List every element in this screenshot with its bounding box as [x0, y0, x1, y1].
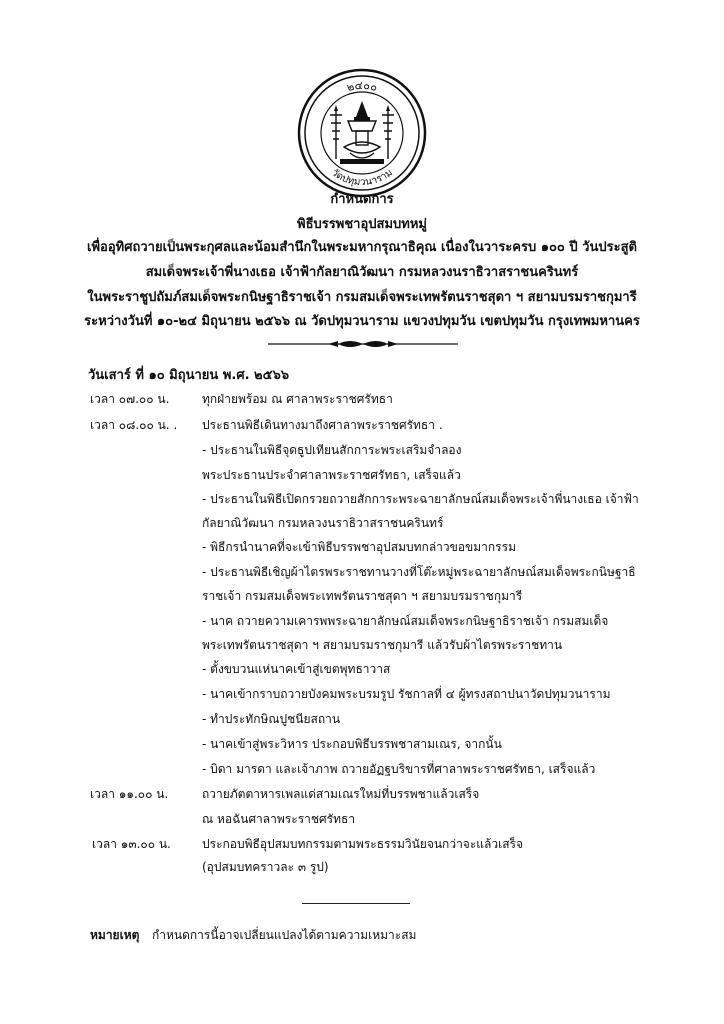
dedication-line-2: สมเด็จพระเจ้าพี่นางเธอ เจ้าฟ้ากัลยาณิวัฒนา กรมหลวงนราธิวาสราชนครินทร์: [145, 265, 579, 280]
dedication-line-1: เพื่ออุทิศถวายเป็นพระกุศลและน้อมสำนึกในพระมหากรุณาธิคุณ เนื่องในวาระครบ ๑๐๐ ปี วันประสูติ: [87, 240, 637, 255]
schedule-item: กัลยาณิวัฒนา กรมหลวงนราธิวาสราชนครินทร์: [202, 516, 444, 530]
schedule-item: - บิดา มารดา และเจ้าภาพ ถวายอัฏฐบริขารที่ศาลาพระราชศรัทธา, เสร็จแล้ว: [202, 762, 596, 776]
schedule-item: - ประธานในพิธีเปิดกรวยถวายสักการะพระฉายาลักษณ์สมเด็จพระเจ้าพี่นางเธอ เจ้าฟ้า: [202, 492, 639, 506]
ornamental-divider: [268, 336, 458, 350]
patronage-line: ในพระราชูปถัมภ์สมเด็จพระกนิษฐาธิราชเจ้า กรมสมเด็จพระเทพรัตนราชสุดา ฯ สยามบรมราชกุมารี: [87, 290, 637, 305]
temple-seal-emblem: [296, 67, 428, 199]
schedule-item: - นาค ถวายความเคารพพระฉายาลักษณ์สมเด็จพระกนิษฐาธิราชเจ้า กรมสมเด็จ: [202, 614, 609, 628]
schedule-item: ทุกฝ่ายพร้อม ณ ศาลาพระราชศรัทธา: [202, 392, 393, 406]
schedule-item: - นาคเข้ากราบถวายบังคมพระบรมรูป รัชกาลที่ ๔ ผู้ทรงสถาปนาวัดปทุมวนาราม: [202, 687, 611, 701]
schedule-item: (อุปสมบทคราวละ ๓ รูป): [202, 860, 329, 874]
schedule-item: - นาคเข้าสู่พระวิหาร ประกอบพิธีบรรพชาสามเณร, จากนั้น: [202, 737, 502, 751]
schedule-item: ประธานพิธีเดินทางมาถึงศาลาพระราชศรัทธา .: [202, 418, 443, 432]
schedule-item: ถวายภัตตาหารเพลแด่สามเณรใหม่ที่บรรพชาแล้วเสร็จ: [202, 787, 480, 801]
section-divider: [302, 903, 410, 904]
schedule-item: ราชเจ้า กรมสมเด็จพระเทพรัตนราชสุดา ฯ สยามบรมราชกุมารี: [202, 589, 523, 603]
schedule-time: เวลา ๐๘.๐๐ น. .: [90, 418, 178, 432]
note-text: กำหนดการนี้อาจเปลี่ยนแปลงได้ตามความเหมาะสม: [152, 928, 417, 942]
document-title: กำหนดการ: [330, 192, 394, 207]
schedule-item: พระประธานประจำศาลาพระราชศรัทธา, เสร็จแล้ว: [202, 468, 461, 482]
date-venue-line: ระหว่างวันที่ ๑๐-๒๔ มิถุนายน ๒๕๖๖ ณ วัดปทุมวนาราม แขวงปทุมวัน เขตปทุมวัน กรุงเทพมหานคร: [84, 314, 640, 329]
schedule-time: เวลา ๐๗.๐๐ น.: [90, 392, 170, 406]
schedule-item: พระเทพรัตนราชสุดา ฯ สยามบรมราชกุมารี แล้วรับผ้าไตรพระราชทาน: [202, 638, 563, 652]
seal-year: ๒๔๐๐: [345, 78, 379, 95]
schedule-item: - ประธานในพิธีจุดธูปเทียนสักการะพระเสริมจำลอง: [202, 443, 462, 457]
svg-text:๒๔๐๐: [345, 79, 378, 94]
schedule-date-heading: วันเสาร์ ที่ ๑๐ มิถุนายน พ.ศ. ๒๕๖๖: [88, 368, 289, 383]
schedule-item: ณ หอฉันศาลาพระราชศรัทธา: [202, 812, 356, 826]
schedule-item: - ประธานพิธีเชิญผ้าไตรพระราชทานวางที่โต๊ะหมู่พระฉายาลักษณ์สมเด็จพระกนิษฐาธิ: [202, 565, 636, 579]
schedule-time: เวลา ๑๑.๐๐ น.: [90, 787, 169, 801]
seal-name: วัดปทุมวนาราม: [329, 167, 395, 189]
note-label: หมายเหตุ: [90, 928, 140, 942]
schedule-time: เวลา ๑๓.๐๐ น.: [92, 837, 171, 851]
schedule-item: - พิธีกรนำนาคที่จะเข้าพิธีบรรพชาอุปสมบทกล่าวขอขมากรรม: [202, 540, 516, 554]
schedule-item: - ทำประทักษิณปูชนียสถาน: [202, 712, 341, 726]
ceremony-name: พิธีบรรพชาอุปสมบทหมู่: [297, 217, 427, 232]
schedule-item: - ตั้งขบวนแห่นาคเข้าสู่เขตพุทธาวาส: [202, 662, 391, 676]
schedule-item: ประกอบพิธีอุปสมบทกรรมตามพระธรรมวินัยจนกว่าจะแล้วเสร็จ: [202, 837, 524, 851]
